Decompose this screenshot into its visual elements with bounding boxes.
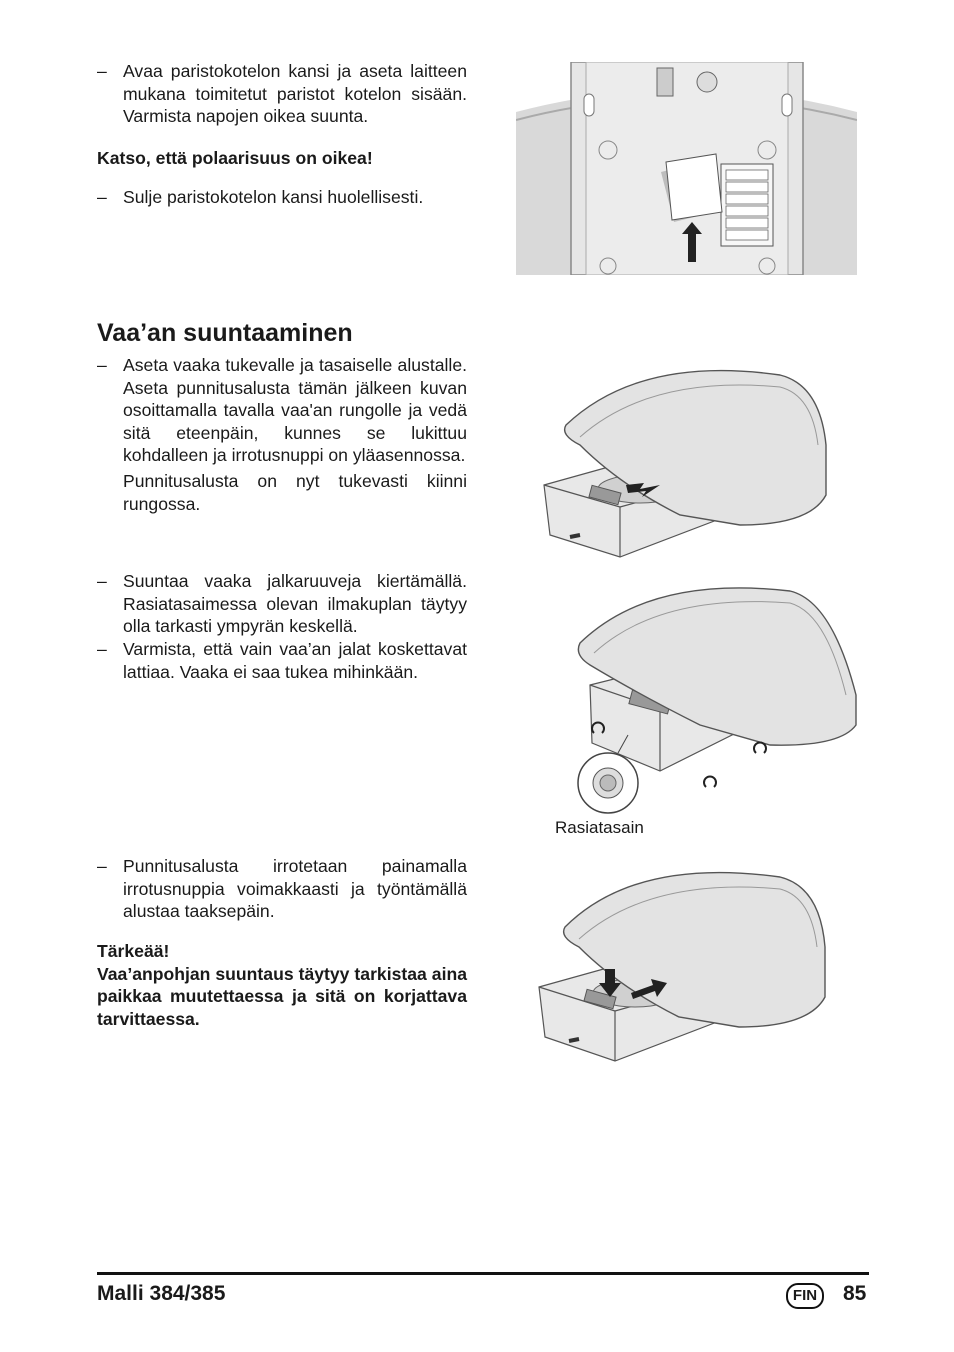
dash-marker: – bbox=[97, 355, 107, 375]
close-lid-item bbox=[97, 186, 467, 209]
dash-marker: – bbox=[97, 571, 107, 591]
spirit-level-caption: Rasiatasain bbox=[555, 818, 644, 837]
dash-marker: – bbox=[97, 187, 107, 207]
dash-marker: – bbox=[97, 61, 107, 81]
feet-text: Varmista, että vain vaa’an jalat koskettavat lattiaa. Vaaka ei saa tukea mihinkään. bbox=[123, 639, 467, 682]
page-number: 85 bbox=[843, 1282, 867, 1305]
remove-platform-figure bbox=[535, 865, 830, 1075]
important-box bbox=[97, 940, 467, 1030]
dash-marker: – bbox=[97, 639, 107, 659]
polarity-warning: Katso, että polaarisuus on oikea! bbox=[97, 148, 373, 168]
language-badge: FIN bbox=[786, 1283, 824, 1309]
important-title: Tärkeää! bbox=[97, 941, 170, 961]
section-heading: Vaa’an suuntaaminen bbox=[97, 319, 353, 347]
remove-platform-text: Punnitusalusta irrotetaan painamalla irrotusnuppia voimakkaasti ja työntämällä alustaa taaksepäin. bbox=[123, 856, 467, 922]
remove-platform-item bbox=[97, 855, 467, 923]
level-item bbox=[97, 570, 467, 638]
attach-platform-text: Aseta vaaka tukevalle ja tasaiselle alustalle. Aseta punnitusalusta tämän jälkeen kuvan osoittamalla tavalla vaa'an rungolle ja vedä sitä eteenpäin, kunnes se lukittuu kohdalleen ja irrotusnuppi on yläasennossa. bbox=[123, 355, 467, 466]
footer-rule bbox=[97, 1272, 869, 1275]
dash-marker: – bbox=[97, 856, 107, 876]
attach-platform-continuation: Punnitusalusta on nyt tukevasti kiinni rungossa. bbox=[123, 470, 467, 514]
important-text: Vaa’anpohjan suuntaus täytyy tarkistaa aina paikkaa muutettaessa ja sitä on korjattava tarvittaessa. bbox=[97, 963, 467, 1029]
close-lid-text: Sulje paristokotelon kansi huolellisesti. bbox=[123, 187, 424, 207]
attach-platform-figure bbox=[540, 365, 830, 565]
battery-insert-item bbox=[97, 60, 467, 128]
level-text: Suuntaa vaaka jalkaruuveja kiertämällä. Rasiatasaimessa olevan ilmakuplan täytyy olla tarkasti ympyrän keskellä. bbox=[123, 571, 467, 637]
model-number: Malli 384/385 bbox=[97, 1282, 226, 1305]
battery-compartment-figure bbox=[516, 62, 857, 275]
leveling-feet-figure bbox=[570, 585, 860, 815]
battery-insert-text: Avaa paristokotelon kansi ja aseta laitteen mukana toimitetut paristot kotelon sisään. Varmista napojen oikea suunta. bbox=[123, 61, 467, 127]
attach-platform-item bbox=[97, 354, 467, 515]
feet-item bbox=[97, 638, 467, 683]
